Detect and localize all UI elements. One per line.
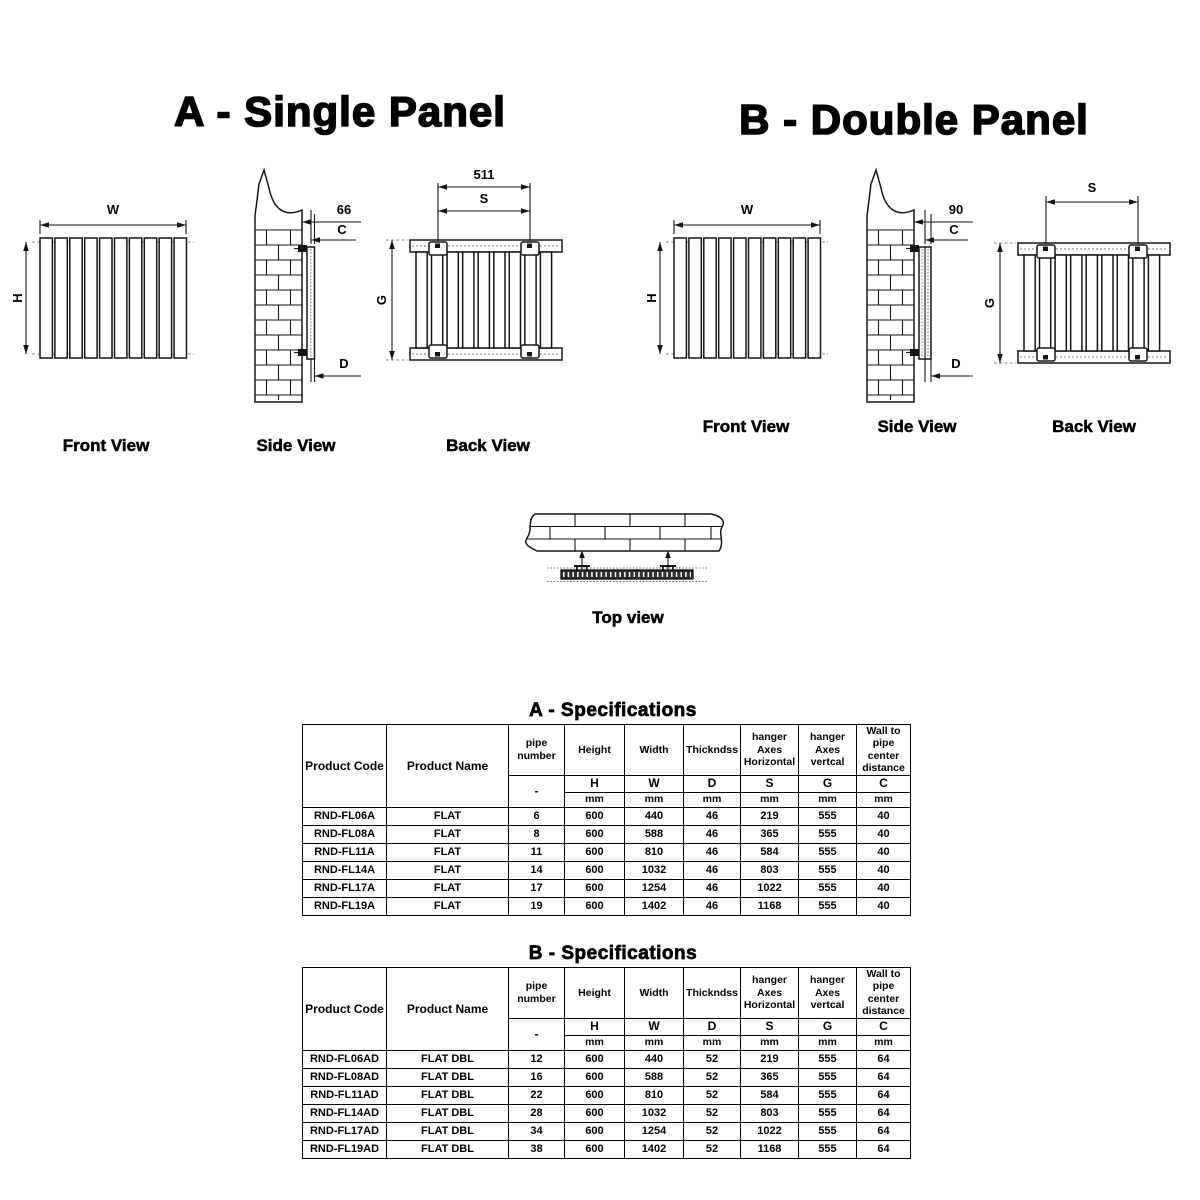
cell-g: 555: [799, 1050, 857, 1068]
col-header-thickness: Thickndss: [684, 725, 741, 776]
symbol-c: C: [857, 775, 911, 792]
cell-w: 1254: [625, 1122, 684, 1140]
cell-h: 600: [565, 897, 625, 915]
cell-c: 64: [857, 1104, 911, 1122]
cell-h: 600: [565, 861, 625, 879]
cell-g: 555: [799, 807, 857, 825]
brick-wall-top: [526, 514, 724, 551]
cell-g: 555: [799, 879, 857, 897]
cell-pipes: 34: [509, 1122, 565, 1140]
cell-d: 52: [684, 1068, 741, 1086]
unit-cell: mm: [799, 1035, 857, 1050]
unit-cell: mm: [625, 1035, 684, 1050]
col-header-product-code: Product Code: [303, 725, 387, 808]
col-header-width: Width: [625, 968, 684, 1019]
cell-d: 46: [684, 843, 741, 861]
dim-label-c: C: [949, 222, 959, 237]
dim-label-wall-offset: 66: [336, 202, 352, 217]
dim-label-g: G: [982, 297, 997, 309]
cell-s: 365: [741, 825, 799, 843]
cell-s: 1022: [741, 1122, 799, 1140]
cell-h: 600: [565, 1140, 625, 1158]
col-header-wall-distance: Wall to pipe center distance: [857, 968, 911, 1019]
symbol-g: G: [799, 775, 857, 792]
cell-h: 600: [565, 825, 625, 843]
cell-w: 440: [625, 1050, 684, 1068]
spec-table-a: [302, 724, 911, 916]
cell-pipes: 19: [509, 897, 565, 915]
b-side-view-label: Side View: [877, 417, 957, 436]
cell-c: 40: [857, 861, 911, 879]
cell-pipes: 14: [509, 861, 565, 879]
unit-cell: mm: [625, 792, 684, 807]
cell-w: 440: [625, 807, 684, 825]
cell-c: 40: [857, 879, 911, 897]
dimension-g: [982, 243, 1016, 363]
dim-label-s-value: 511: [473, 167, 495, 182]
unit-cell: mm: [857, 1035, 911, 1050]
cell-c: 64: [857, 1122, 911, 1140]
top-view-label: Top view: [592, 608, 664, 627]
cell-s: 803: [741, 1104, 799, 1122]
radiator-slats: [40, 238, 187, 358]
dimension-s: [1046, 180, 1138, 244]
cell-d: 46: [684, 879, 741, 897]
cell-g: 555: [799, 861, 857, 879]
cell-pipes: 12: [509, 1050, 565, 1068]
cell-pipes: 38: [509, 1140, 565, 1158]
cell-c: 40: [857, 843, 911, 861]
cell-g: 555: [799, 1140, 857, 1158]
cell-c: 64: [857, 1068, 911, 1086]
col-header-pipe-number: pipe number: [509, 725, 565, 776]
cell-code: RND-FL11A: [303, 843, 387, 861]
symbol-pipe: -: [509, 1018, 565, 1050]
a-side-view-label: Side View: [256, 436, 336, 455]
dim-label-d: D: [339, 356, 349, 371]
cell-code: RND-FL06A: [303, 807, 387, 825]
dimension-s: [438, 167, 530, 241]
dim-label-w: W: [740, 202, 754, 217]
cell-w: 1254: [625, 879, 684, 897]
cell-w: 1032: [625, 1104, 684, 1122]
cell-code: RND-FL08AD: [303, 1068, 387, 1086]
a-back-view-drawing: [372, 155, 602, 425]
mount-pins: [574, 550, 676, 570]
cell-s: 219: [741, 807, 799, 825]
cell-s: 219: [741, 1050, 799, 1068]
cell-pipes: 8: [509, 825, 565, 843]
col-header-hanger-horizontal: hanger Axes Horizontal: [741, 725, 799, 776]
dimension-h: [10, 242, 29, 354]
cell-h: 600: [565, 1086, 625, 1104]
cell-name: FLAT DBL: [387, 1140, 509, 1158]
cell-w: 1402: [625, 1140, 684, 1158]
cell-s: 584: [741, 1086, 799, 1104]
cell-pipes: 16: [509, 1068, 565, 1086]
cell-g: 555: [799, 843, 857, 861]
dim-label-h: H: [644, 293, 659, 303]
section-b-title: B - Double Panel: [739, 96, 1089, 143]
a-back-view-label: Back View: [446, 436, 530, 455]
cell-code: RND-FL06AD: [303, 1050, 387, 1068]
cell-d: 52: [684, 1140, 741, 1158]
spec-b-row-0: [303, 1050, 911, 1068]
cell-w: 1032: [625, 861, 684, 879]
cell-name: FLAT: [387, 825, 509, 843]
col-header-thickness: Thickndss: [684, 968, 741, 1019]
symbol-c: C: [857, 1018, 911, 1035]
b-front-view-drawing: [642, 170, 857, 405]
cell-s: 1022: [741, 879, 799, 897]
cell-d: 46: [684, 807, 741, 825]
cell-code: RND-FL14AD: [303, 1104, 387, 1122]
symbol-w: W: [625, 1018, 684, 1035]
cell-name: FLAT DBL: [387, 1104, 509, 1122]
cell-g: 555: [799, 1122, 857, 1140]
spec-a-row-0: [303, 807, 911, 825]
col-header-product-code: Product Code: [303, 968, 387, 1051]
unit-cell: mm: [857, 792, 911, 807]
dimension-h: [644, 242, 663, 354]
dim-label-d: D: [951, 356, 961, 371]
dimension-wall-offset: [302, 202, 361, 244]
cell-name: FLAT: [387, 879, 509, 897]
dim-label-s: S: [479, 191, 489, 206]
spec-a-row-4: [303, 879, 911, 897]
cell-w: 588: [625, 825, 684, 843]
spec-a-row-5: [303, 897, 911, 915]
b-back-view-drawing: [980, 158, 1200, 428]
mount-bracket-top: [298, 245, 307, 252]
col-header-hanger-horizontal: hanger Axes Horizontal: [741, 968, 799, 1019]
cell-name: FLAT DBL: [387, 1068, 509, 1086]
symbol-d: D: [684, 1018, 741, 1035]
symbol-pipe: -: [509, 775, 565, 807]
cell-d: 46: [684, 897, 741, 915]
dim-label-w: W: [106, 202, 120, 217]
unit-cell: mm: [741, 792, 799, 807]
radiator-slats: [1024, 255, 1160, 351]
symbol-d: D: [684, 775, 741, 792]
cell-h: 600: [565, 879, 625, 897]
symbol-h: H: [565, 1018, 625, 1035]
cell-name: FLAT: [387, 861, 509, 879]
unit-cell: mm: [565, 1035, 625, 1050]
cell-c: 40: [857, 897, 911, 915]
unit-cell: mm: [565, 792, 625, 807]
col-header-height: Height: [565, 968, 625, 1019]
cell-w: 810: [625, 1086, 684, 1104]
symbol-h: H: [565, 775, 625, 792]
cell-c: 64: [857, 1140, 911, 1158]
radiator-slats: [674, 238, 821, 358]
spec-b-title: B - Specifications: [528, 943, 698, 964]
mount-bracket-top: [910, 245, 919, 252]
cell-name: FLAT: [387, 843, 509, 861]
col-header-width: Width: [625, 725, 684, 776]
col-header-product-name: Product Name: [387, 968, 509, 1051]
cell-name: FLAT DBL: [387, 1122, 509, 1140]
col-header-product-name: Product Name: [387, 725, 509, 808]
section-a-title: A - Single Panel: [174, 88, 506, 135]
cell-c: 64: [857, 1086, 911, 1104]
dimension-d: [925, 356, 973, 382]
cell-g: 555: [799, 897, 857, 915]
cell-name: FLAT DBL: [387, 1050, 509, 1068]
spec-table-b: [302, 967, 911, 1159]
dimension-w: [674, 202, 820, 234]
spec-b-row-5: [303, 1140, 911, 1158]
cell-g: 555: [799, 825, 857, 843]
dimension-c: [311, 222, 356, 243]
mount-bracket-bottom: [910, 349, 919, 356]
unit-cell: mm: [799, 792, 857, 807]
cell-h: 600: [565, 1050, 625, 1068]
mount-bracket-bottom: [298, 349, 307, 356]
cell-s: 803: [741, 861, 799, 879]
cell-code: RND-FL14A: [303, 861, 387, 879]
cell-d: 46: [684, 861, 741, 879]
cell-w: 1402: [625, 897, 684, 915]
cell-c: 64: [857, 1050, 911, 1068]
cell-pipes: 11: [509, 843, 565, 861]
cell-h: 600: [565, 1104, 625, 1122]
symbol-w: W: [625, 775, 684, 792]
spec-b-row-2: [303, 1086, 911, 1104]
dim-label-h: H: [10, 293, 25, 303]
cell-w: 588: [625, 1068, 684, 1086]
cell-s: 1168: [741, 1140, 799, 1158]
cell-w: 810: [625, 843, 684, 861]
dim-label-c: C: [337, 222, 347, 237]
cell-g: 555: [799, 1068, 857, 1086]
cell-pipes: 6: [509, 807, 565, 825]
cell-h: 600: [565, 1068, 625, 1086]
symbol-s: S: [741, 775, 799, 792]
cell-h: 600: [565, 843, 625, 861]
cell-name: FLAT: [387, 897, 509, 915]
symbol-g: G: [799, 1018, 857, 1035]
dimension-wall-offset: [914, 202, 973, 244]
spec-a-row-3: [303, 861, 911, 879]
cell-d: 52: [684, 1122, 741, 1140]
spec-b-row-4: [303, 1122, 911, 1140]
radiator-panel-top: [561, 570, 693, 579]
cell-code: RND-FL17A: [303, 879, 387, 897]
dimension-d: [311, 356, 361, 382]
cell-c: 40: [857, 825, 911, 843]
a-front-view-label: Front View: [62, 436, 150, 455]
cell-s: 584: [741, 843, 799, 861]
cell-code: RND-FL08A: [303, 825, 387, 843]
cell-pipes: 17: [509, 879, 565, 897]
cell-d: 52: [684, 1050, 741, 1068]
cell-pipes: 22: [509, 1086, 565, 1104]
cell-g: 555: [799, 1104, 857, 1122]
cell-code: RND-FL17AD: [303, 1122, 387, 1140]
cell-code: RND-FL19AD: [303, 1140, 387, 1158]
spec-a-title: A - Specifications: [529, 700, 697, 721]
col-header-height: Height: [565, 725, 625, 776]
dim-label-wall-offset: 90: [948, 202, 964, 217]
dim-label-s: S: [1087, 180, 1097, 195]
radiator-slats: [416, 252, 552, 348]
cell-h: 600: [565, 807, 625, 825]
b-front-view-label: Front View: [702, 417, 790, 436]
cell-s: 1168: [741, 897, 799, 915]
cell-code: RND-FL19A: [303, 897, 387, 915]
unit-cell: mm: [741, 1035, 799, 1050]
b-back-view-label: Back View: [1052, 417, 1136, 436]
spec-a-row-2: [303, 843, 911, 861]
dimension-g: [374, 240, 408, 360]
cell-pipes: 28: [509, 1104, 565, 1122]
unit-cell: mm: [684, 1035, 741, 1050]
cell-s: 365: [741, 1068, 799, 1086]
spec-a-row-1: [303, 825, 911, 843]
spec-b-row-3: [303, 1104, 911, 1122]
cell-code: RND-FL11AD: [303, 1086, 387, 1104]
cell-name: FLAT DBL: [387, 1086, 509, 1104]
cell-name: FLAT: [387, 807, 509, 825]
cell-d: 52: [684, 1086, 741, 1104]
unit-cell: mm: [684, 792, 741, 807]
cell-d: 52: [684, 1104, 741, 1122]
spec-b-row-1: [303, 1068, 911, 1086]
a-front-view-drawing: [8, 170, 223, 405]
col-header-wall-distance: Wall to pipe center distance: [857, 725, 911, 776]
cell-d: 46: [684, 825, 741, 843]
symbol-s: S: [741, 1018, 799, 1035]
cell-g: 555: [799, 1086, 857, 1104]
dimension-w: [40, 202, 186, 234]
cell-c: 40: [857, 807, 911, 825]
col-header-pipe-number: pipe number: [509, 968, 565, 1019]
dim-label-g: G: [374, 294, 389, 306]
col-header-hanger-vertical: hanger Axes vertcal: [799, 968, 857, 1019]
cell-h: 600: [565, 1122, 625, 1140]
col-header-hanger-vertical: hanger Axes vertcal: [799, 725, 857, 776]
